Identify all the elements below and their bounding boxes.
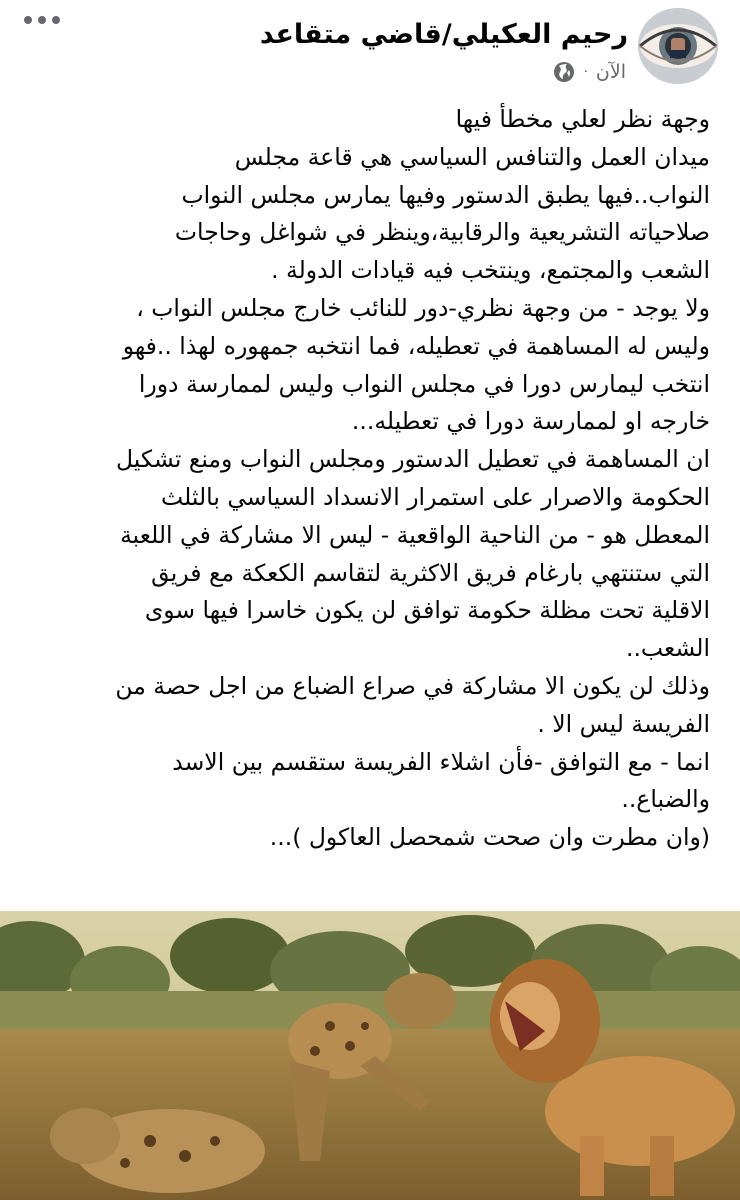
- post-text-line: الفريسة ليس الا .: [537, 709, 710, 738]
- post-text-line: المعطل هو - من الناحية الواقعية - ليس الا مشاركة في اللعبة: [120, 520, 710, 549]
- post-text-line: صلاحياته التشريعية والرقابية،وينظر في شواغل وحاجات: [174, 218, 710, 247]
- more-dot: [52, 16, 60, 24]
- globe-icon[interactable]: [553, 61, 575, 83]
- post-text-line: ولا يوجد - من وجهة نظري-دور للنائب خارج مجلس النواب ،: [136, 293, 710, 322]
- more-options-button[interactable]: [24, 10, 60, 30]
- post-text-line: انما - مع التوافق -فأن اشلاء الفريسة ستقسم بين الاسد: [172, 747, 710, 776]
- post-text: [18, 101, 710, 857]
- post-text-line: انتخب ليمارس دورا في مجلس النواب وليس لممارسة دورا: [138, 369, 710, 398]
- more-dot: [24, 16, 32, 24]
- post-header: [0, 0, 740, 92]
- author-name[interactable]: رحيم العكيلي/قاضي متقاعد: [259, 19, 628, 50]
- post-text-line: وجهة نظر لعلي مخطأ فيها: [455, 105, 710, 133]
- post-text-line: ان المساهمة في تعطيل الدستور ومجلس النواب ومنع تشكيل: [115, 445, 710, 474]
- post-text-line: وذلك لن يكون الا مشاركة في صراع الضباع من اجل حصة من: [115, 671, 710, 700]
- avatar-image: [638, 8, 718, 84]
- more-dot: [38, 16, 46, 24]
- post-text-line: الحكومة والاصرار على استمرار الانسداد السياسي بالثلث: [161, 482, 710, 511]
- post-text-line: وليس له المساهمة في تعطيله، فما انتخبه جمهوره لهذا ..فهو: [122, 331, 710, 360]
- post-text-line: الاقلية تحت مظلة حكومة توافق لن يكون خاسرا فيها سوى: [144, 596, 710, 625]
- post-photo[interactable]: [0, 911, 740, 1200]
- post-meta: [553, 58, 626, 86]
- post-text-line: والضباع..: [621, 785, 710, 814]
- post-text-line: ميدان العمل والتنافس السياسي هي قاعة مجلس: [234, 142, 710, 171]
- post-text-line: (وان مطرت وان صحت شمحصل العاكول )...: [269, 823, 710, 852]
- post-text-line: الشعب..: [625, 634, 710, 663]
- post-text-line: التي ستنتهي بارغام فريق الاكثرية لتقاسم الكعكة مع فريق: [151, 558, 710, 587]
- avatar[interactable]: [638, 8, 718, 84]
- post-timestamp[interactable]: الآن: [595, 61, 626, 83]
- post-text-line: النواب..فيها يطبق الدستور وفيها يمارس مجلس النواب: [181, 180, 710, 209]
- post-text-line: خارجه او لممارسة دورا في تعطيله...: [351, 407, 710, 436]
- meta-separator: ·: [583, 64, 588, 80]
- post-text-line: الشعب والمجتمع، وينتخب فيه قيادات الدولة .: [271, 256, 710, 285]
- lion-and-hyenas-photo: [0, 911, 740, 1200]
